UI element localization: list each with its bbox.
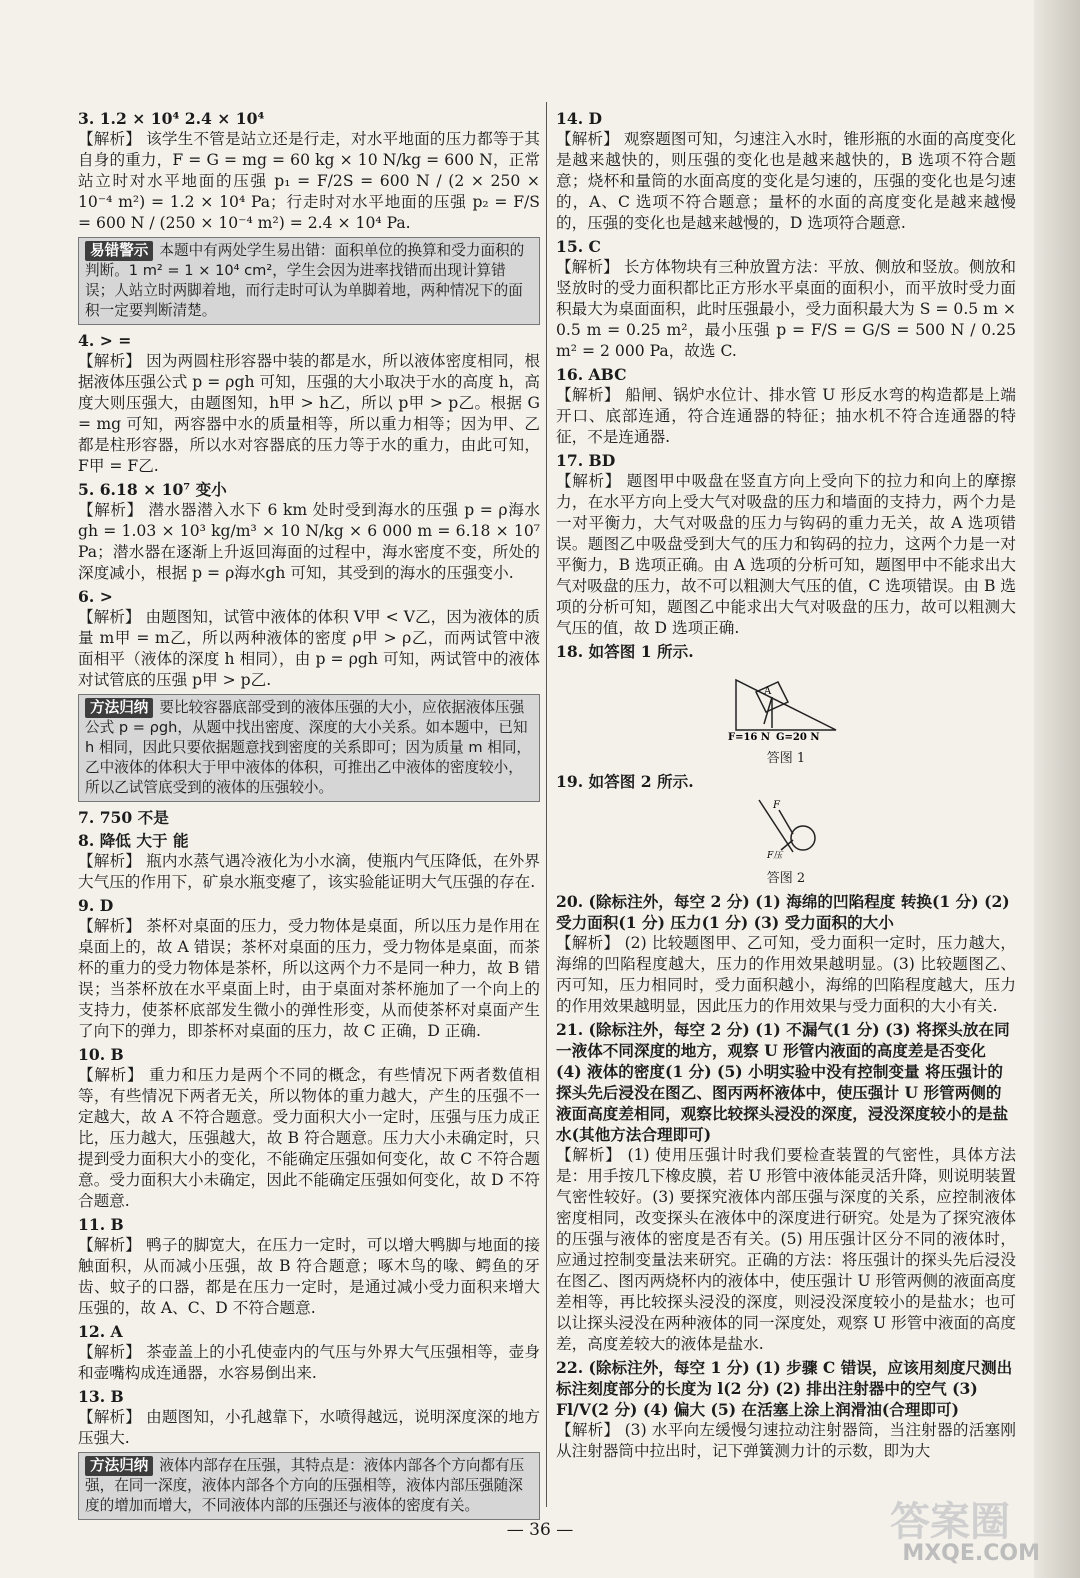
answer-5-key: 5. 6.18 × 10⁷ 变小 xyxy=(78,480,227,499)
answer-4-explanation: 【解析】 因为两圆柱形容器中装的都是水，所以液体密度相同，根据液体压强公式 p = ρgh 可知，压强的大小取决于水的高度 h，高度大则压强大，由题图知，h甲 > h乙，所以 p甲 > p乙。根据 G = mg 可知，两容器中水的质量相等，所以重力相等；因为甲、乙都是柱形容器，所以水对容器底的压力等于水的重力，由此可知，F甲 = F乙. xyxy=(78,352,540,475)
answer-15 xyxy=(556,236,1016,362)
answer-6 xyxy=(78,586,540,691)
answer-21-explanation: 【解析】 (1) 使用压强计时我们要检查装置的气密性，具体方法是：用手按几下橡皮膜，若 U 形管中液体能灵活升降，则说明装置气密性较好。(3) 要探究液体内部压强与深度的关系，应控制液体密度相同，改变探头在液体中的深度进行研究。处是为了探究液体的压强与液体的密度是否有关。(5) 用压强计区分不同的液体时，应通过控制变量法来研究。正确的方法：将压强计的探头先后浸没在图乙、图丙两烧杯内的液体中，使压强计 U 形管两侧的液面高度差相等，再比较探头浸没的深度，则浸没深度较小的是盐水；也可以让探头浸没在两种液体的同一深度处，观察 U 形管中液面的高度差，高度差较大的液体是盐水. xyxy=(556,1146,1016,1353)
answer-20-explanation: 【解析】 (2) 比较题图甲、乙可知，受力面积一定时，压力越大，海绵的凹陷程度越大，压力的作用效果越明显。(3) 比较题图乙、丙可知，压力相同时，受力面积越小，海绵的凹陷程度越大，压力的作用效果越明显，因此压力的作用效果与受力面积的大小有关. xyxy=(556,934,1016,1015)
answer-8-explanation: 【解析】 瓶内水蒸气遇冷液化为小水滴，使瓶内气压降低，在外界大气压的作用下，矿泉水瓶变瘪了，该实验能证明大气压强的存在. xyxy=(78,852,540,891)
page-gutter xyxy=(1034,0,1080,1578)
answer-18-key: 18. 如答图 1 所示. xyxy=(556,642,694,661)
block-label: A xyxy=(764,686,772,697)
note-box-method-1 xyxy=(78,694,540,802)
ball-wall-diagram xyxy=(741,796,831,862)
incline-diagram xyxy=(726,666,846,742)
watermark-bottom: MXQE.COM xyxy=(902,1541,1040,1566)
force-f-label: F=16 N xyxy=(728,732,771,742)
answer-11-explanation: 【解析】 鸭子的脚宽大，在压力一定时，可以增大鸭脚与地面的接触面积，从而减小压强，故 B 符合题意；啄木鸟的喙、鳄鱼的牙齿、蚊子的口器，都是在压力一定时，是通过减小受力面积来增大压强的，故 A、C、D 不符合题意. xyxy=(78,1236,540,1317)
force-f-arrow xyxy=(779,810,793,834)
incline-triangle xyxy=(736,680,836,730)
answer-4-key: 4. > = xyxy=(78,331,132,350)
page-number: — 36 — xyxy=(506,1520,574,1540)
note-text: 液体内部存在压强，其特点是：液体内部各个方向都有压强，在同一深度，液体内部各个方向的压强相等，液体内部压强随深度的增加而增大，不同液体内部的压强还与液体的密度有关。 xyxy=(85,1457,525,1514)
figure-1-caption: 答图 1 xyxy=(766,751,806,766)
answer-9-key: 9. D xyxy=(78,896,114,915)
answer-9-explanation: 【解析】 茶杯对桌面的压力，受力物体是桌面，所以压力是作用在桌面上的，故 A 错误；茶杯对桌面的压力，受力物体是桌面，而茶杯的重力的受力物体是茶杯，所以这两个力不是同一种力，故 B 错误；当茶杯放在水平桌面上时，由于桌面对茶杯施加了一个向上的支持力，使茶杯底部发生微小的弹性形变，从而使茶杯对桌面产生了向下的弹力，即茶杯对桌面的压力，故 C 正确，D 正确. xyxy=(78,917,540,1040)
answer-18 xyxy=(556,641,1016,769)
right-column xyxy=(556,108,1016,1464)
figure-2 xyxy=(556,796,1016,889)
answer-14-explanation: 【解析】 观察题图可知，匀速注入水时，锥形瓶的水面的高度变化是越来越快的，则压强的变化也是越来越快的，B 选项不符合题意；烧杯和量筒的水面高度的变化是匀速的，压强的变化也是匀速的，A、C 选项不符合题意；量杯的水面的高度变化是越来越慢的，压强的变化也是越来越慢的，D 选项符合题意. xyxy=(556,130,1016,232)
answer-13 xyxy=(78,1386,540,1449)
answer-14 xyxy=(556,108,1016,234)
force-g-label: G=20 N xyxy=(776,732,820,742)
answer-17 xyxy=(556,450,1016,639)
note-text: 本题中有两处学生易出错：面积单位的换算和受力面积的判断。1 m² = 1 × 10⁴ cm²，学生会因为进率找错而出现计算错误；人站立时两脚着地，而行走时可认为单脚着地，两种情况下的面积一定要判断清楚。 xyxy=(85,242,525,319)
answer-3-key: 3. 1.2 × 10⁴ 2.4 × 10⁴ xyxy=(78,109,265,128)
note-text: 要比较容器底部受到的液体压强的大小，应依据液体压强公式 p = ρgh，从题中找出密度、深度的大小关系。如本题中，已知 h 相同，因此只要依据题意找到密度的关系即可；因为质量 m 相同，乙中液体的体积大于甲中液体的体积，可推出乙中液体的密度较小，所以乙试管底受到的液体的压强较小。 xyxy=(85,699,532,796)
answer-17-key: 17. BD xyxy=(556,451,616,470)
answer-5-explanation: 【解析】 潜水器潜入水下 6 km 处时受到海水的压强 p = ρ海水gh = 1.03 × 10³ kg/m³ × 10 N/kg × 6 000 m = 6.18 × 10⁷ Pa；潜水器在逐渐上升返回海面的过程中，海水密度不变，所处的深度减小，根据 p = ρ海水gh 可知，其受到的海水的压强变小. xyxy=(78,501,540,582)
column-divider xyxy=(546,102,547,1507)
answer-13-key: 13. B xyxy=(78,1387,124,1406)
answer-22-explanation: 【解析】 (3) 水平向左缓慢匀速拉动注射器筒，当注射器的活塞刚从注射器筒中拉出时，记下弹簧测力计的示数，即为大 xyxy=(556,1421,1016,1460)
note-label: 方法归纳 xyxy=(85,1456,153,1476)
answer-8 xyxy=(78,830,540,893)
answer-16-explanation: 【解析】 船闸、锅炉水位计、排水管 U 形反水弯的构造都是上端开口、底部连通，符合连通器的特征；抽水机不符合连通器的特征，不是连通器. xyxy=(556,386,1016,446)
answer-14-key: 14. D xyxy=(556,109,603,128)
answer-10-key: 10. B xyxy=(78,1045,124,1064)
answer-22-key: 22. (除标注外，每空 1 分) (1) 步骤 C 错误，应该用刻度尺测出标注刻度部分的长度为 l(2 分) (2) 排出注射器中的空气 (3) Fl/V(2 分) (4) 偏大 (5) 在活塞上涂上润滑油(合理即可) xyxy=(556,1358,1013,1419)
ball xyxy=(791,826,815,850)
note-box-mistake-warning xyxy=(78,237,540,325)
answer-12 xyxy=(78,1321,540,1384)
answer-22 xyxy=(556,1357,1016,1462)
answer-21 xyxy=(556,1019,1016,1355)
answer-19-key: 19. 如答图 2 所示. xyxy=(556,772,694,791)
force-press-label: F压 xyxy=(767,851,783,861)
answer-10 xyxy=(78,1044,540,1212)
answer-3 xyxy=(78,108,540,234)
answer-20 xyxy=(556,891,1016,1017)
answer-10-explanation: 【解析】 重力和压力是两个不同的概念，有些情况下两者数值相等，有些情况下两者无关，所以物体的重力越大，产生的压强不一定越大，故 A 不符合题意。受力面积大小一定时，压强与压力成正比，压力越大，压强越大，故 B 符合题意。压力大小未确定时，只提到受力面积大小的变化，不能确定压强如何变化，故 C 不符合题意。受力面积大小未确定，因此不能确定压强如何变化，故 D 不符合题意. xyxy=(78,1066,540,1210)
answer-7 xyxy=(78,807,540,828)
answer-5 xyxy=(78,479,540,584)
answer-19 xyxy=(556,771,1016,889)
answer-9 xyxy=(78,895,540,1042)
answer-16-key: 16. ABC xyxy=(556,365,627,384)
note-box-method-2 xyxy=(78,1452,540,1520)
answer-12-explanation: 【解析】 茶壶盖上的小孔使壶内的气压与外界大气压强相等，壶身和壶嘴构成连通器，水容易倒出来. xyxy=(78,1343,540,1382)
note-label: 易错警示 xyxy=(85,241,153,261)
force-f-label: F xyxy=(773,800,780,811)
answer-17-explanation: 【解析】 题图甲中吸盘在竖直方向上受向下的拉力和向上的摩擦力，在水平方向上受大气对吸盘的压力和墙面的支持力，两个力是一对平衡力，大气对吸盘的压力与钩码的重力无关，故 A 选项错误。题图乙中吸盘受到大气的压力和钩码的拉力，这两个力是一对平衡力，B 选项正确。由 A 选项的分析可知，题图甲中不能求出大气对吸盘的压力，故不可以粗测大气压的值，C 选项错误。由 B 选项的分析可知，题图乙中能求出大气对吸盘的压力，故可以粗测大气压的值，故 D 选项正确. xyxy=(556,472,1016,637)
answer-15-explanation: 【解析】 长方体物块有三种放置方法：平放、侧放和竖放。侧放和竖放时的受力面积都比正方形水平桌面的面积小，而平放时受力面积最大为桌面面积，此时压强最小，受力面积最大为 S = 0.5 m × 0.5 m = 0.25 m²，最小压强 p = F/S = G/S = 500 N / 0.25 m² = 2 000 Pa，故选 C. xyxy=(556,258,1016,360)
answer-15-key: 15. C xyxy=(556,237,601,256)
left-column xyxy=(78,108,540,1525)
answer-20-key: 20. (除标注外，每空 2 分) (1) 海绵的凹陷程度 转换(1 分) (2) 受力面积(1 分) 压力(1 分) (3) 受力面积的大小 xyxy=(556,892,1010,932)
answer-12-key: 12. A xyxy=(78,1322,123,1341)
figure-2-caption: 答图 2 xyxy=(766,871,806,886)
figure-1 xyxy=(556,666,1016,769)
answer-6-key: 6. > xyxy=(78,587,113,606)
answer-6-explanation: 【解析】 由题图知，试管中液体的体积 V甲 < V乙，因为液体的质量 m甲 = m乙，所以两种液体的密度 ρ甲 > ρ乙，而两试管中液面相平（液体的深度 h 相同），由 p = ρgh 可知，两试管中的液体对试管底的压强 p甲 > p乙. xyxy=(78,608,540,689)
note-label: 方法归纳 xyxy=(85,698,153,718)
watermark-top: 答案圈 xyxy=(890,1499,1010,1545)
answer-3-explanation: 【解析】 该学生不管是站立还是行走，对水平地面的压力都等于其自身的重力，F = G = mg = 60 kg × 10 N/kg = 600 N，正常站立时对水平地面的压强 p₁ = F/2S = 600 N / (2 × 250 × 10⁻⁴ m²) = 1.2 × 10⁴ Pa；行走时对水平地面的压强 p₂ = F/S = 600 N / (250 × 10⁻⁴ m²) = 2.4 × 10⁴ Pa. xyxy=(78,130,540,232)
answer-21-key: 21. (除标注外，每空 2 分) (1) 不漏气(1 分) (3) 将探头放在同一液体不同深度的地方，观察 U 形管内液面的高度差是否变化 (4) 液体的密度(1 分) (5) 小明实验中没有控制变量 将压强计的探头先后浸没在图乙、图丙两杯液体中，使压强计 U 形管两侧的液面高度差相同，观察比较探头浸没的深度，浸没深度较小的是盐水(其他方法合理即可) xyxy=(556,1020,1010,1144)
answer-11 xyxy=(78,1214,540,1319)
answer-7-key: 7. 750 不是 xyxy=(78,808,169,827)
watermark-logo xyxy=(890,1499,1040,1566)
answer-8-key: 8. 降低 大于 能 xyxy=(78,831,189,850)
answer-13-explanation: 【解析】 由题图知，小孔越靠下，水喷得越远，说明深度深的地方压强大. xyxy=(78,1408,540,1447)
answer-16 xyxy=(556,364,1016,448)
answer-11-key: 11. B xyxy=(78,1215,124,1234)
answer-4 xyxy=(78,330,540,477)
